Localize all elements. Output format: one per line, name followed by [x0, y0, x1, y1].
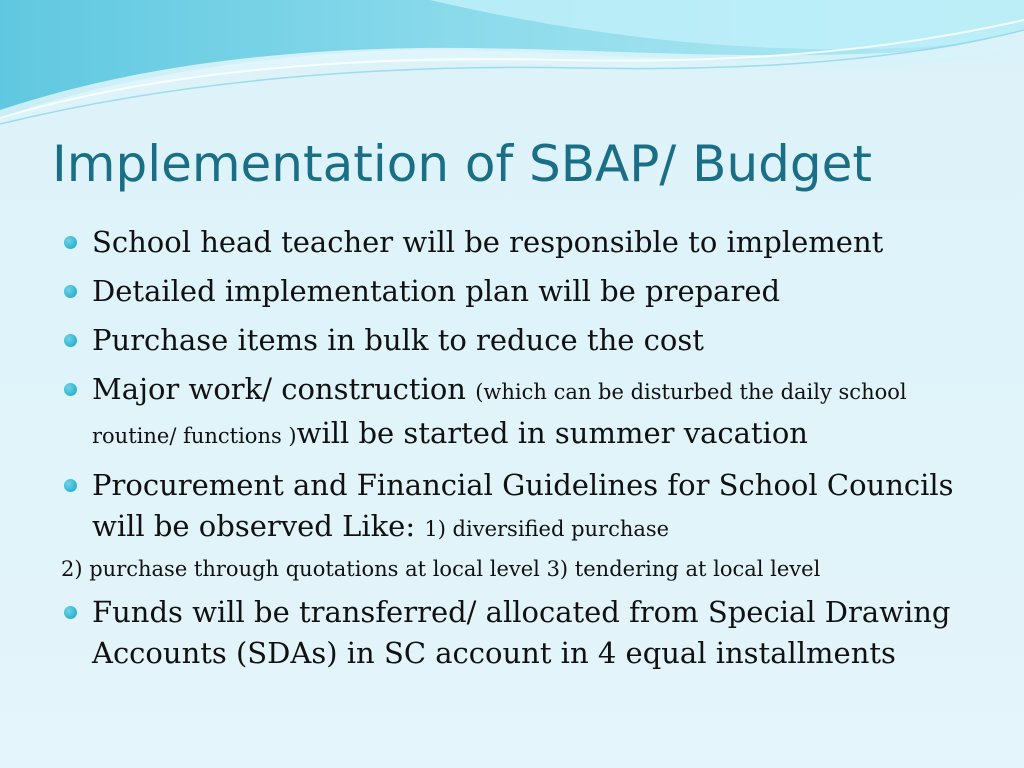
continuation-line: 2) purchase through quotations at local level 3) tendering at local level: [61, 557, 821, 581]
bullet-text: Purchase items in bulk to reduce the cost: [92, 323, 704, 357]
bullet-dot-icon: [64, 285, 77, 298]
list-item: [62, 222, 982, 263]
list-item: [62, 320, 982, 361]
bullet-dot-icon: [64, 606, 77, 619]
bullet-text: Major work/ construction: [92, 372, 476, 406]
list-item: [62, 465, 982, 550]
bullet-dot-icon: [64, 334, 77, 347]
bullet-text: Detailed implementation plan will be prepared: [92, 274, 781, 308]
list-item: [62, 271, 982, 312]
list-item: [62, 592, 982, 674]
bullet-note: (which can be disturbed the daily school routine/ functions ): [92, 380, 907, 448]
bullet-dot-icon: [64, 236, 77, 249]
bullet-text: School head teacher will be responsible to implement: [92, 225, 884, 259]
bullet-text: Procurement and Financial Guidelines for School Councils will be observed Like:: [92, 468, 954, 543]
bullet-dot-icon: [64, 479, 77, 492]
bullet-note: 1) diversified purchase: [424, 517, 670, 541]
decorative-wave-header: [0, 0, 1024, 140]
list-item: [62, 369, 982, 457]
bullet-text: will be started in summer vacation: [296, 416, 808, 450]
bullet-text: Funds will be transferred/ allocated from Special Drawing Accounts (SDAs) in SC account in 4 equal installments: [92, 595, 951, 670]
slide-title: Implementation of SBAP/ Budget: [52, 135, 872, 193]
bullet-dot-icon: [64, 383, 77, 396]
bullet-list: [62, 222, 982, 682]
